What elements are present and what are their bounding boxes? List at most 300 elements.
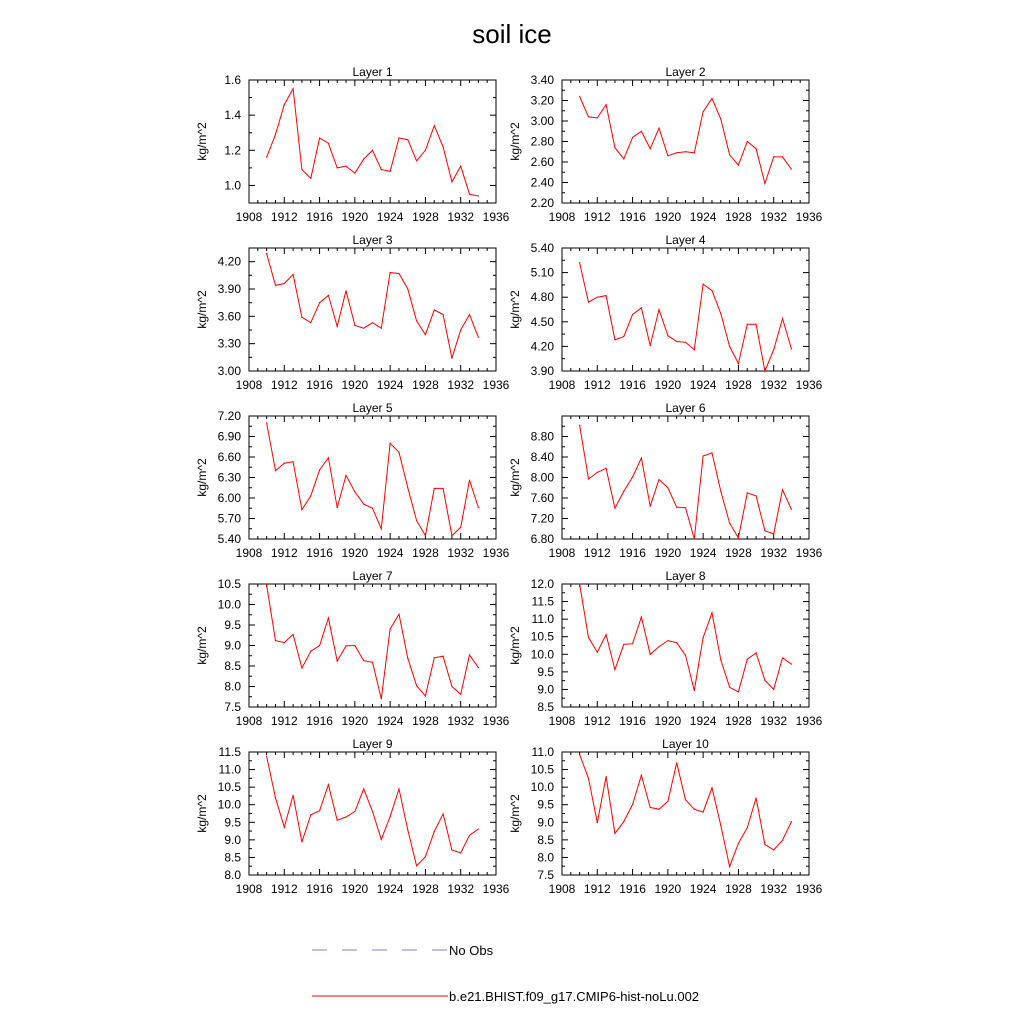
x-tick-label: 1908 bbox=[548, 714, 576, 728]
x-tick-label: 1936 bbox=[482, 882, 510, 896]
x-tick-label: 1928 bbox=[725, 882, 752, 896]
x-tick-label: 1920 bbox=[654, 546, 682, 560]
y-tick-label: 8.0 bbox=[224, 868, 241, 882]
data-point bbox=[711, 612, 712, 613]
data-point bbox=[372, 150, 373, 151]
data-point bbox=[694, 349, 695, 350]
data-point bbox=[658, 309, 659, 310]
data-point bbox=[442, 488, 443, 489]
y-tick-label: 7.60 bbox=[530, 491, 554, 505]
data-point bbox=[764, 370, 765, 371]
data-point bbox=[363, 158, 364, 159]
y-tick-label: 2.60 bbox=[530, 155, 554, 169]
panel-layer-4 bbox=[508, 233, 823, 392]
y-tick-label: 3.30 bbox=[217, 336, 241, 351]
x-tick-label: 1928 bbox=[412, 546, 439, 560]
y-tick-label: 7.20 bbox=[530, 511, 554, 526]
data-point bbox=[407, 487, 408, 488]
data-point bbox=[597, 652, 598, 653]
data-point bbox=[703, 283, 704, 284]
data-point bbox=[354, 645, 355, 646]
data-point bbox=[720, 825, 721, 826]
y-tick-label: 6.30 bbox=[217, 470, 241, 485]
y-tick-label: 1.2 bbox=[224, 143, 241, 158]
data-point bbox=[293, 634, 294, 635]
data-point bbox=[345, 166, 346, 167]
data-point bbox=[275, 285, 276, 286]
data-point bbox=[434, 488, 435, 489]
data-point bbox=[284, 283, 285, 284]
data-point bbox=[747, 324, 748, 325]
data-point bbox=[685, 151, 686, 152]
data-point bbox=[676, 642, 677, 643]
data-point bbox=[694, 690, 695, 691]
y-tick-label: 3.20 bbox=[530, 93, 554, 108]
x-tick-label: 1916 bbox=[306, 714, 333, 728]
x-tick-label: 1908 bbox=[235, 378, 263, 392]
panel-title: Layer 10 bbox=[662, 737, 709, 751]
y-tick-label: 6.80 bbox=[530, 532, 554, 546]
data-point bbox=[319, 469, 320, 470]
y-tick-label: 5.10 bbox=[530, 265, 554, 280]
x-tick-label: 1916 bbox=[619, 714, 646, 728]
x-tick-label: 1928 bbox=[412, 882, 439, 896]
data-point bbox=[738, 363, 739, 364]
data-point bbox=[451, 181, 452, 182]
data-point bbox=[266, 253, 267, 254]
data-point bbox=[425, 535, 426, 536]
y-tick-label: 5.40 bbox=[217, 532, 241, 546]
data-point bbox=[623, 644, 624, 645]
data-point bbox=[469, 194, 470, 195]
data-point bbox=[632, 314, 633, 315]
data-point bbox=[658, 479, 659, 480]
x-tick-label: 1936 bbox=[795, 210, 823, 224]
data-point bbox=[451, 849, 452, 850]
y-tick-label: 2.40 bbox=[530, 175, 554, 190]
data-point bbox=[623, 821, 624, 822]
data-point bbox=[632, 643, 633, 644]
plot-frame bbox=[249, 416, 496, 539]
data-point bbox=[579, 425, 580, 426]
data-point bbox=[372, 322, 373, 323]
panel-layer-7 bbox=[195, 569, 510, 728]
data-point bbox=[381, 698, 382, 699]
x-tick-label: 1924 bbox=[376, 882, 404, 896]
data-point bbox=[478, 507, 479, 508]
data-point bbox=[606, 634, 607, 635]
y-tick-label: 10.5 bbox=[217, 577, 241, 591]
data-point bbox=[623, 491, 624, 492]
data-point bbox=[416, 520, 417, 521]
data-point bbox=[310, 322, 311, 323]
data-point bbox=[416, 685, 417, 686]
data-point bbox=[667, 487, 668, 488]
x-tick-label: 1928 bbox=[412, 714, 439, 728]
data-point bbox=[597, 472, 598, 473]
data-point bbox=[658, 646, 659, 647]
x-tick-label: 1916 bbox=[619, 546, 646, 560]
panel-title: Layer 6 bbox=[665, 401, 706, 415]
x-tick-label: 1928 bbox=[725, 378, 752, 392]
data-point bbox=[266, 422, 267, 423]
data-point bbox=[650, 654, 651, 655]
data-point bbox=[755, 495, 756, 496]
data-point bbox=[703, 637, 704, 638]
x-tick-label: 1932 bbox=[447, 714, 475, 728]
data-point bbox=[623, 336, 624, 337]
x-tick-label: 1920 bbox=[341, 882, 369, 896]
x-tick-label: 1912 bbox=[270, 714, 298, 728]
y-tick-label: 9.0 bbox=[224, 638, 241, 653]
data-point bbox=[416, 160, 417, 161]
data-point bbox=[606, 104, 607, 105]
data-point bbox=[764, 844, 765, 845]
x-tick-label: 1924 bbox=[689, 210, 717, 224]
x-tick-label: 1912 bbox=[270, 882, 298, 896]
data-point bbox=[337, 507, 338, 508]
data-point bbox=[755, 148, 756, 149]
x-tick-label: 1936 bbox=[795, 882, 823, 896]
y-tick-label: 9.0 bbox=[224, 832, 241, 847]
data-point bbox=[469, 480, 470, 481]
data-point bbox=[478, 667, 479, 668]
data-point bbox=[606, 295, 607, 296]
data-point bbox=[451, 686, 452, 687]
data-point bbox=[284, 104, 285, 105]
data-point bbox=[425, 334, 426, 335]
y-tick-label: 4.20 bbox=[530, 339, 554, 354]
y-tick-label: 4.80 bbox=[530, 290, 554, 305]
data-point bbox=[614, 147, 615, 148]
x-tick-label: 1908 bbox=[548, 210, 576, 224]
x-tick-label: 1924 bbox=[376, 546, 404, 560]
y-tick-label: 7.5 bbox=[224, 700, 241, 714]
data-point bbox=[685, 507, 686, 508]
y-tick-label: 8.5 bbox=[537, 832, 554, 847]
data-point bbox=[328, 784, 329, 785]
panel-title: Layer 5 bbox=[352, 401, 393, 415]
y-tick-label: 8.5 bbox=[224, 659, 241, 673]
data-point bbox=[460, 166, 461, 167]
data-point bbox=[791, 169, 792, 170]
panel-layer-6 bbox=[508, 401, 823, 560]
x-tick-label: 1924 bbox=[689, 714, 717, 728]
data-point bbox=[416, 320, 417, 321]
x-tick-label: 1908 bbox=[548, 378, 576, 392]
x-tick-label: 1928 bbox=[412, 210, 439, 224]
series-line bbox=[580, 263, 792, 371]
x-tick-label: 1924 bbox=[376, 378, 404, 392]
legend-no-obs-label: No Obs bbox=[449, 943, 494, 958]
data-point bbox=[354, 811, 355, 812]
x-tick-label: 1912 bbox=[583, 210, 611, 224]
y-tick-label: 8.00 bbox=[530, 470, 554, 485]
data-point bbox=[425, 695, 426, 696]
series-line bbox=[267, 423, 479, 536]
data-point bbox=[398, 273, 399, 274]
data-point bbox=[390, 171, 391, 172]
data-point bbox=[337, 820, 338, 821]
panel-layer-5 bbox=[195, 401, 510, 560]
data-point bbox=[266, 584, 267, 585]
data-point bbox=[658, 128, 659, 129]
data-point bbox=[720, 659, 721, 660]
data-point bbox=[398, 137, 399, 138]
plot-frame bbox=[562, 584, 809, 707]
data-point bbox=[345, 475, 346, 476]
data-point bbox=[650, 345, 651, 346]
x-tick-label: 1932 bbox=[760, 882, 788, 896]
series-line bbox=[580, 96, 792, 183]
y-tick-label: 11.0 bbox=[531, 745, 554, 759]
x-tick-label: 1932 bbox=[447, 546, 475, 560]
x-tick-label: 1932 bbox=[760, 546, 788, 560]
data-point bbox=[747, 492, 748, 493]
plot-frame bbox=[562, 248, 809, 371]
data-point bbox=[711, 787, 712, 788]
data-point bbox=[407, 288, 408, 289]
data-point bbox=[310, 651, 311, 652]
x-tick-label: 1920 bbox=[341, 714, 369, 728]
y-tick-label: 10.0 bbox=[530, 647, 554, 662]
data-point bbox=[328, 457, 329, 458]
data-point bbox=[390, 816, 391, 817]
data-point bbox=[720, 491, 721, 492]
y-tick-label: 9.5 bbox=[537, 797, 554, 812]
data-point bbox=[319, 645, 320, 646]
data-point bbox=[597, 117, 598, 118]
y-axis-label: kg/m^2 bbox=[508, 122, 522, 161]
data-point bbox=[319, 302, 320, 303]
data-point bbox=[597, 822, 598, 823]
data-point bbox=[773, 689, 774, 690]
data-point bbox=[266, 756, 267, 757]
data-point bbox=[345, 645, 346, 646]
data-point bbox=[363, 504, 364, 505]
y-tick-label: 6.60 bbox=[217, 450, 241, 464]
data-point bbox=[301, 169, 302, 170]
y-tick-label: 11.0 bbox=[218, 762, 241, 777]
y-tick-label: 2.80 bbox=[530, 134, 554, 149]
x-tick-label: 1932 bbox=[760, 210, 788, 224]
plot-frame bbox=[249, 584, 496, 707]
data-point bbox=[782, 318, 783, 319]
data-point bbox=[667, 640, 668, 641]
data-point bbox=[738, 537, 739, 538]
y-axis-label: kg/m^2 bbox=[195, 290, 209, 329]
y-tick-label: 9.5 bbox=[224, 618, 241, 632]
y-axis-label: kg/m^2 bbox=[195, 122, 209, 161]
panel-title: Layer 4 bbox=[665, 233, 706, 247]
y-tick-label: 8.5 bbox=[537, 700, 554, 714]
data-point bbox=[703, 455, 704, 456]
data-point bbox=[791, 664, 792, 665]
data-point bbox=[791, 509, 792, 510]
data-point bbox=[460, 852, 461, 853]
data-point bbox=[398, 614, 399, 615]
data-point bbox=[703, 111, 704, 112]
panel-title: Layer 2 bbox=[665, 65, 706, 79]
data-point bbox=[606, 776, 607, 777]
panel-title: Layer 3 bbox=[352, 233, 393, 247]
y-tick-label: 8.0 bbox=[537, 850, 554, 865]
series-line bbox=[267, 585, 479, 699]
data-point bbox=[703, 811, 704, 812]
panel-layer-3 bbox=[195, 233, 510, 392]
x-tick-label: 1928 bbox=[412, 378, 439, 392]
data-point bbox=[747, 827, 748, 828]
y-tick-label: 7.5 bbox=[537, 868, 554, 882]
series-line bbox=[580, 425, 792, 539]
y-axis-label: kg/m^2 bbox=[195, 794, 209, 833]
data-point bbox=[764, 530, 765, 531]
data-point bbox=[641, 131, 642, 132]
x-tick-label: 1924 bbox=[376, 210, 404, 224]
y-tick-label: 12.0 bbox=[530, 577, 554, 591]
y-axis-label: kg/m^2 bbox=[195, 458, 209, 497]
data-point bbox=[310, 814, 311, 815]
data-point bbox=[337, 167, 338, 168]
plot-frame bbox=[249, 752, 496, 875]
data-point bbox=[755, 324, 756, 325]
data-point bbox=[301, 317, 302, 318]
data-point bbox=[284, 642, 285, 643]
data-point bbox=[460, 329, 461, 330]
data-point bbox=[632, 137, 633, 138]
data-point bbox=[782, 156, 783, 157]
panel-title: Layer 8 bbox=[665, 569, 706, 583]
x-tick-label: 1912 bbox=[270, 378, 298, 392]
data-point bbox=[301, 841, 302, 842]
y-tick-label: 5.40 bbox=[530, 241, 554, 255]
y-tick-label: 4.20 bbox=[217, 254, 241, 269]
data-point bbox=[469, 835, 470, 836]
data-point bbox=[425, 856, 426, 857]
data-point bbox=[381, 528, 382, 529]
data-point bbox=[720, 118, 721, 119]
data-point bbox=[293, 88, 294, 89]
x-tick-label: 1916 bbox=[306, 882, 333, 896]
x-tick-label: 1920 bbox=[654, 378, 682, 392]
y-tick-label: 8.0 bbox=[224, 679, 241, 694]
data-point bbox=[614, 339, 615, 340]
data-point bbox=[345, 290, 346, 291]
data-point bbox=[275, 640, 276, 641]
data-point bbox=[588, 116, 589, 117]
x-tick-label: 1924 bbox=[376, 714, 404, 728]
y-tick-label: 10.0 bbox=[217, 597, 241, 612]
data-point bbox=[579, 583, 580, 584]
x-tick-label: 1924 bbox=[689, 378, 717, 392]
data-point bbox=[266, 157, 267, 158]
y-tick-label: 2.20 bbox=[530, 196, 554, 210]
y-tick-label: 5.70 bbox=[217, 511, 241, 526]
x-tick-label: 1932 bbox=[447, 882, 475, 896]
data-point bbox=[337, 660, 338, 661]
data-point bbox=[632, 476, 633, 477]
y-tick-label: 11.5 bbox=[218, 745, 241, 759]
data-point bbox=[791, 348, 792, 349]
data-point bbox=[390, 272, 391, 273]
data-point bbox=[407, 829, 408, 830]
series-line bbox=[267, 254, 479, 359]
x-tick-label: 1912 bbox=[583, 378, 611, 392]
y-tick-label: 9.0 bbox=[537, 815, 554, 830]
data-point bbox=[275, 797, 276, 798]
data-point bbox=[606, 468, 607, 469]
y-tick-label: 10.0 bbox=[530, 780, 554, 795]
data-point bbox=[676, 341, 677, 342]
data-point bbox=[390, 629, 391, 630]
data-point bbox=[372, 508, 373, 509]
y-tick-label: 3.60 bbox=[217, 309, 241, 324]
data-point bbox=[685, 799, 686, 800]
data-point bbox=[478, 195, 479, 196]
data-point bbox=[764, 680, 765, 681]
data-point bbox=[579, 754, 580, 755]
x-tick-label: 1908 bbox=[235, 714, 263, 728]
x-tick-label: 1936 bbox=[795, 546, 823, 560]
y-tick-label: 3.40 bbox=[530, 73, 554, 87]
x-tick-label: 1916 bbox=[619, 882, 646, 896]
panel-layer-2 bbox=[508, 65, 823, 224]
data-point bbox=[588, 478, 589, 479]
data-point bbox=[293, 795, 294, 796]
data-point bbox=[381, 839, 382, 840]
panel-title: Layer 1 bbox=[352, 65, 393, 79]
data-point bbox=[363, 328, 364, 329]
data-point bbox=[469, 654, 470, 655]
x-tick-label: 1936 bbox=[482, 378, 510, 392]
data-point bbox=[301, 667, 302, 668]
data-point bbox=[782, 840, 783, 841]
y-axis-label: kg/m^2 bbox=[508, 626, 522, 665]
data-point bbox=[301, 509, 302, 510]
x-tick-label: 1920 bbox=[341, 546, 369, 560]
x-tick-label: 1916 bbox=[619, 210, 646, 224]
data-point bbox=[694, 809, 695, 810]
data-point bbox=[434, 657, 435, 658]
data-point bbox=[434, 831, 435, 832]
legend-model-label: b.e21.BHIST.f09_g17.CMIP6-hist-noLu.002 bbox=[449, 989, 700, 1004]
data-point bbox=[729, 523, 730, 524]
data-point bbox=[478, 337, 479, 338]
data-point bbox=[773, 849, 774, 850]
y-tick-label: 10.0 bbox=[217, 797, 241, 812]
data-point bbox=[372, 811, 373, 812]
y-tick-label: 8.40 bbox=[530, 450, 554, 464]
x-tick-label: 1936 bbox=[482, 210, 510, 224]
panel-layer-1 bbox=[195, 65, 510, 224]
data-point bbox=[319, 810, 320, 811]
x-tick-label: 1936 bbox=[795, 714, 823, 728]
x-tick-label: 1924 bbox=[689, 882, 717, 896]
data-point bbox=[478, 828, 479, 829]
y-tick-label: 8.80 bbox=[530, 429, 554, 444]
y-axis-label: kg/m^2 bbox=[508, 794, 522, 833]
data-point bbox=[685, 342, 686, 343]
data-point bbox=[372, 662, 373, 663]
data-point bbox=[711, 452, 712, 453]
x-tick-label: 1928 bbox=[725, 714, 752, 728]
data-point bbox=[711, 98, 712, 99]
y-tick-label: 3.00 bbox=[217, 364, 241, 378]
data-point bbox=[434, 309, 435, 310]
data-point bbox=[658, 809, 659, 810]
data-point bbox=[337, 326, 338, 327]
plot-frame bbox=[562, 80, 809, 203]
